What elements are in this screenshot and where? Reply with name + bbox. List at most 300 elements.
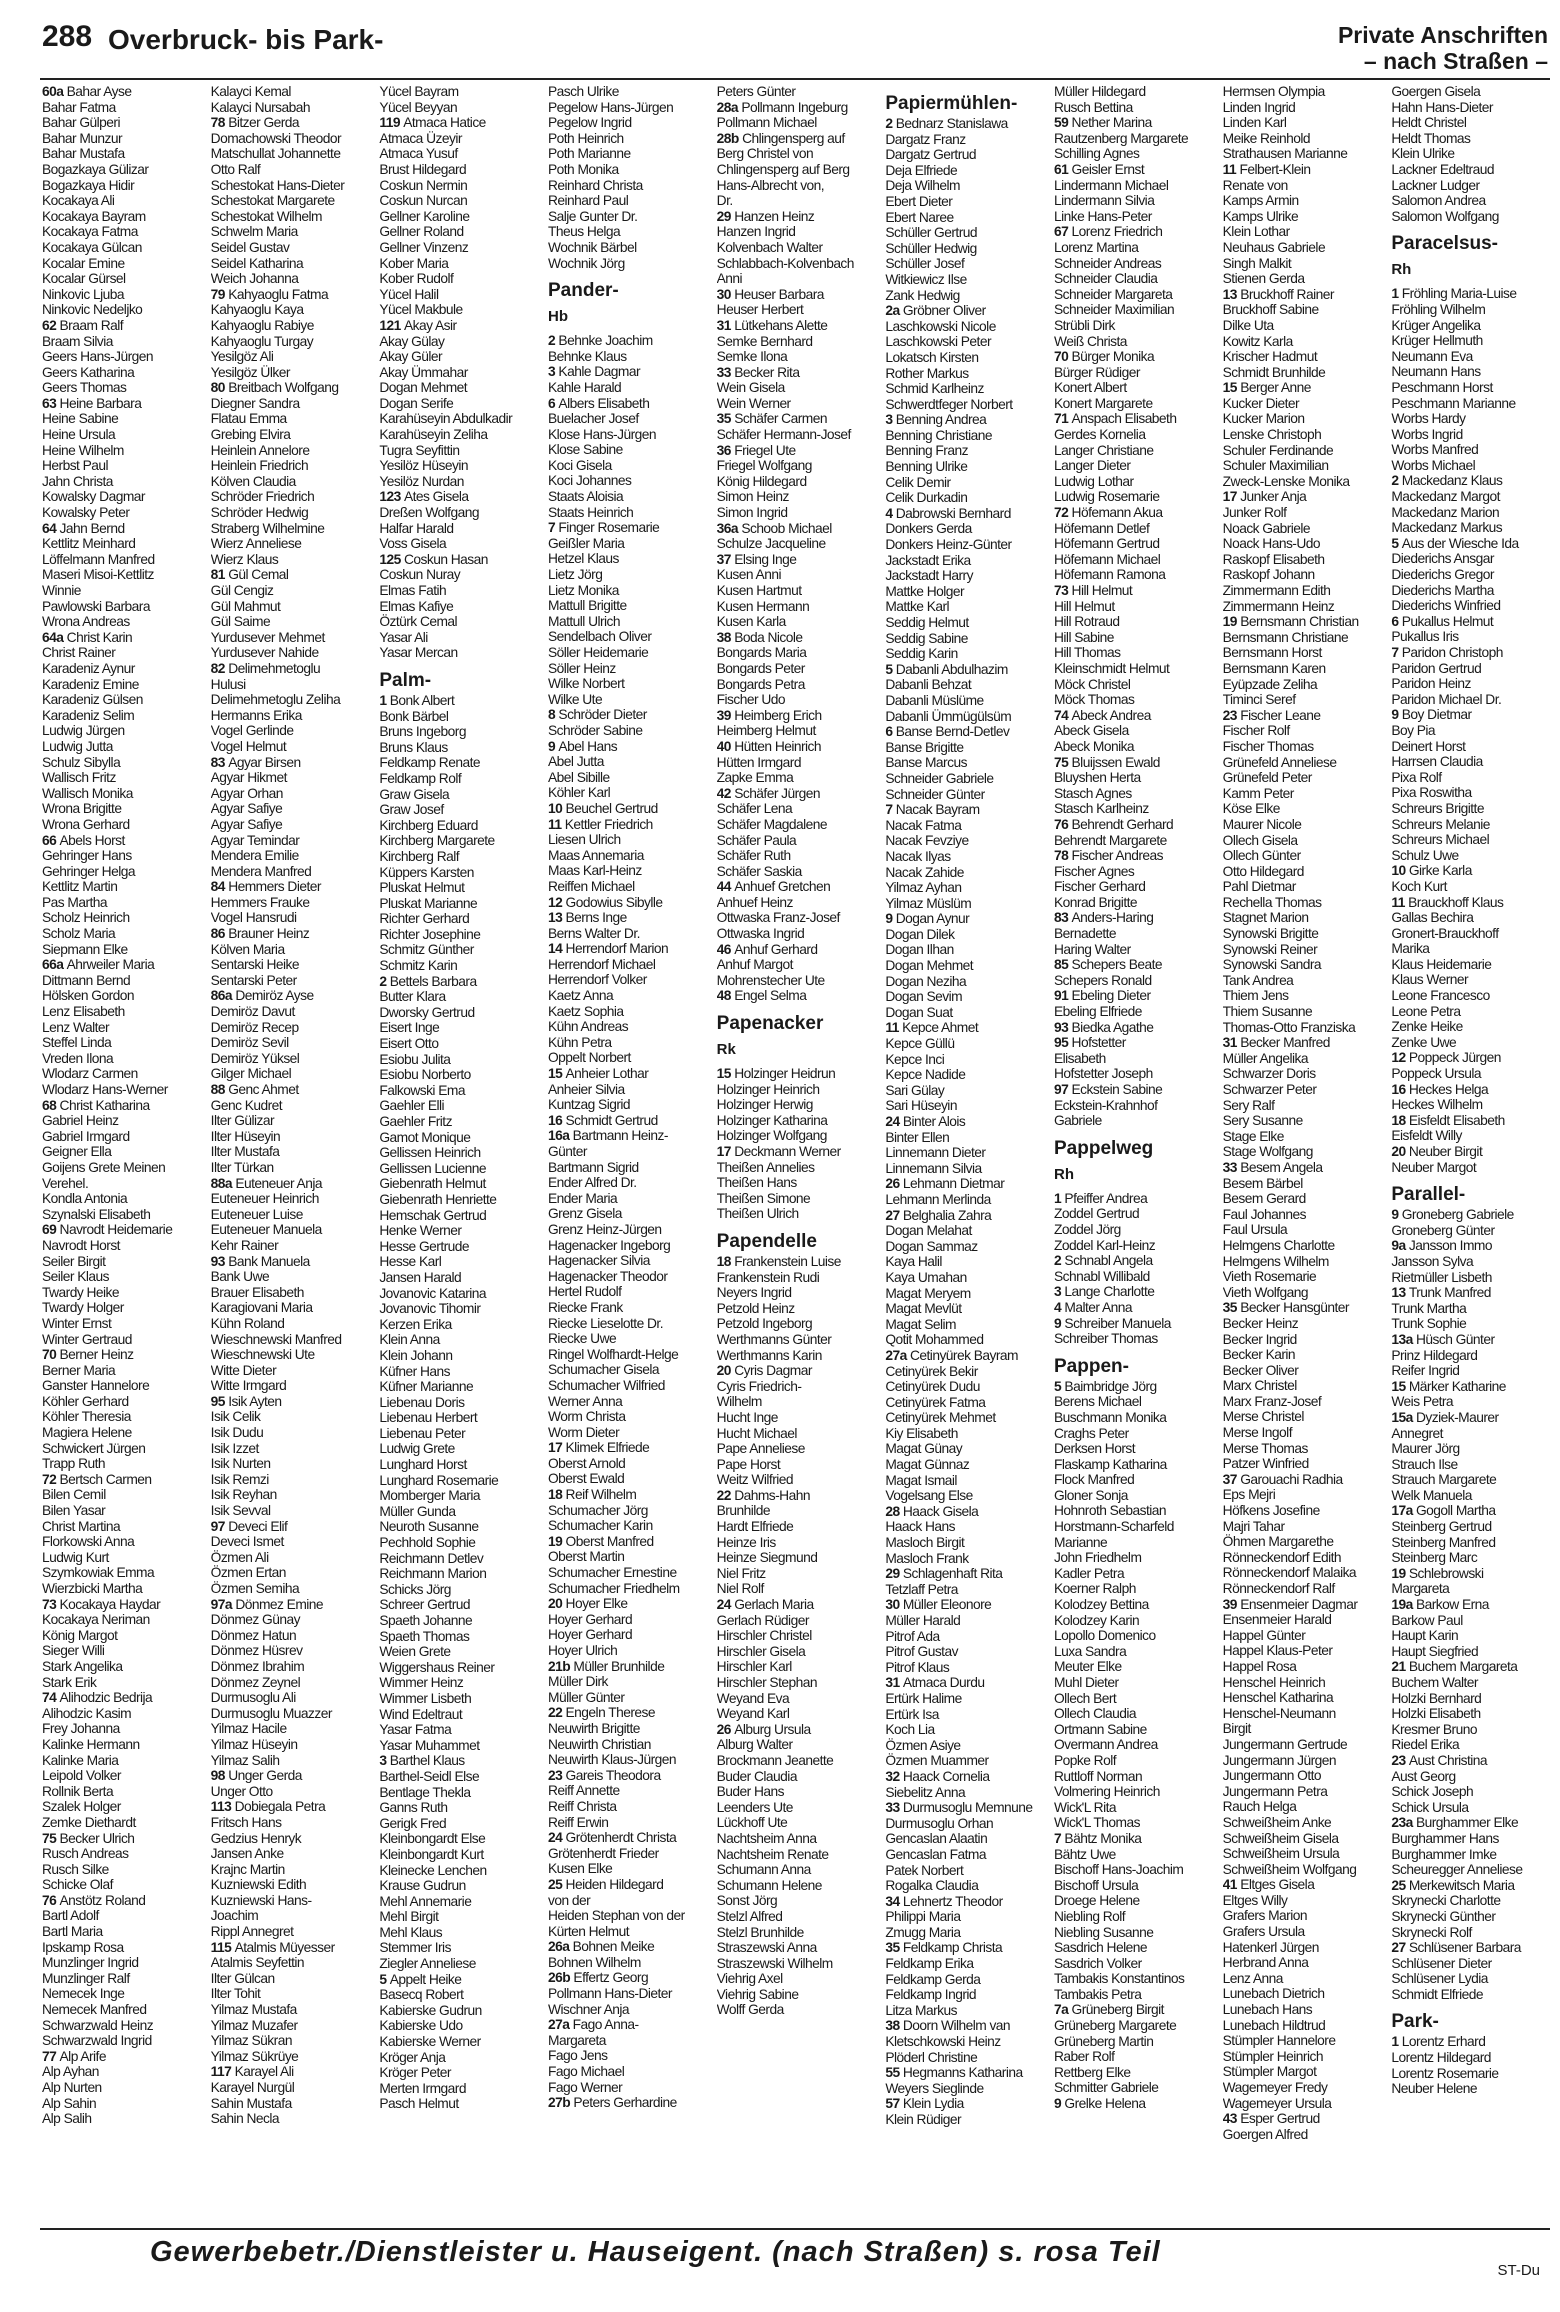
directory-entry [885, 163, 1046, 179]
house-number: 72 [42, 1471, 60, 1487]
directory-entry [379, 1005, 540, 1021]
resident-name: Dönmez Günay [210, 1612, 300, 1628]
resident-name: Kletschkowski Heinz [885, 2034, 1001, 2050]
directory-entry [717, 458, 878, 474]
resident-name: Winter Ernst [42, 1315, 112, 1331]
directory-entry [379, 193, 540, 209]
directory-entry [42, 1269, 203, 1285]
resident-name: Hütten Irmgard [716, 754, 801, 770]
resident-name: Groneberg Günter [1391, 1222, 1495, 1238]
directory-entry [717, 318, 878, 334]
resident-name: Happel Rosa [1222, 1658, 1297, 1674]
directory-entry [1054, 1940, 1215, 1956]
resident-name: Akay Güler [379, 349, 443, 365]
resident-name: Yücel Bayram [379, 84, 459, 99]
resident-name: Petzold Heinz [716, 1300, 795, 1316]
directory-entry [379, 1410, 540, 1426]
directory-entry [885, 818, 1046, 834]
directory-entry [1223, 1877, 1384, 1893]
resident-name: Benning Andrea [895, 412, 987, 428]
resident-name: Feldkamp Renate [379, 755, 480, 771]
directory-entry [885, 2034, 1046, 2050]
house-number: 4 [1054, 1299, 1065, 1315]
street-heading: Pappen- [1054, 1355, 1129, 1377]
directory-entry [1054, 692, 1215, 708]
directory-entry [717, 365, 878, 381]
resident-name: Ganster Hannelore [42, 1378, 150, 1394]
directory-entry [1223, 240, 1384, 256]
resident-name: Spaeth Thomas [379, 1628, 470, 1644]
resident-name: Stasch Karlheinz [1054, 801, 1149, 817]
resident-name: Alp Sahin [42, 2095, 97, 2111]
resident-name: Berner Maria [42, 1362, 116, 1378]
directory-entry [885, 1894, 1046, 1910]
resident-name: Alihodzic Kasim [42, 1705, 132, 1721]
resident-name: Staats Aloisia [548, 489, 624, 505]
directory-entry [1223, 1238, 1384, 1254]
directory-entry [1391, 396, 1552, 412]
resident-name: Donkers Heinz-Günter [885, 537, 1012, 553]
directory-entry [379, 1286, 540, 1302]
resident-name: Graw Gisela [379, 786, 450, 802]
directory-entry [548, 1144, 709, 1160]
directory-entry [1391, 707, 1552, 723]
resident-name: Lietz Monika [548, 582, 619, 598]
resident-name: Berns Walter Dr. [548, 925, 640, 941]
resident-name: Kolodzey Karin [1054, 1612, 1140, 1628]
resident-name: Esiobu Julita [379, 1051, 451, 1067]
directory-entry [717, 1769, 878, 1785]
directory-entry [885, 755, 1046, 771]
directory-entry [379, 318, 540, 334]
resident-name: Cetinyürek Dudu [885, 1379, 980, 1395]
resident-name: Agyar Safiye [210, 801, 283, 817]
house-number: 13a [1391, 1331, 1416, 1347]
house-number: 46 [716, 941, 735, 957]
resident-name: Sahin Mustafa [210, 2095, 292, 2111]
resident-name: Wilke Ute [548, 691, 603, 707]
directory-entry [717, 1566, 878, 1582]
resident-name: Klein Rüdiger [885, 2112, 962, 2127]
directory-entry [379, 1473, 540, 1489]
directory-entry [42, 1940, 203, 1956]
directory-entry [1054, 801, 1215, 817]
resident-name: Agyar Orhan [210, 785, 283, 801]
resident-name: Wilke Norbert [548, 676, 625, 692]
resident-name: Feldkamp Christa [902, 1940, 1003, 1956]
header-rule [40, 78, 1550, 80]
resident-name: Grötenherdt Christa [565, 1830, 677, 1846]
resident-name: Grafers Marion [1222, 1908, 1307, 1924]
resident-name: Paridon Gertrud [1391, 660, 1482, 676]
resident-name: Karadeniz Emine [42, 676, 139, 692]
resident-name: Karahüseyin Abdulkadir [379, 411, 513, 427]
directory-entry [1223, 1908, 1384, 1924]
directory-entry [885, 1831, 1046, 1847]
directory-entry [548, 1783, 709, 1799]
directory-entry [1223, 396, 1384, 412]
directory-entry [717, 599, 878, 615]
directory-entry [211, 1066, 372, 1082]
directory-entry [1391, 473, 1552, 489]
directory-entry [885, 1753, 1046, 1769]
directory-entry [1223, 349, 1384, 365]
resident-name: Hermanns Erika [210, 707, 302, 723]
house-number: 1 [1391, 286, 1402, 302]
directory-entry [548, 1425, 709, 1441]
resident-name: Elsing Inge [734, 551, 797, 567]
resident-name: Schreiber Manuela [1064, 1315, 1171, 1331]
directory-entry [548, 1238, 709, 1254]
directory-entry [717, 864, 878, 880]
directory-entry [717, 84, 878, 100]
resident-name: Wagemeyer Ursula [1222, 2095, 1332, 2111]
resident-name: Sari Hüseyin [885, 1098, 957, 1114]
directory-entry [1054, 1971, 1215, 1987]
resident-name: Schüller Gertrud [885, 225, 977, 241]
resident-name: Hemmers Frauke [210, 894, 310, 910]
resident-name: Hulusi [210, 676, 246, 692]
resident-name: Gaehler Elli [379, 1098, 445, 1114]
directory-entry [885, 256, 1046, 272]
directory-entry [717, 739, 878, 755]
directory-entry [1391, 1113, 1552, 1129]
house-number: 62 [42, 317, 60, 333]
resident-name: Buschmann Monika [1054, 1409, 1167, 1425]
resident-name: Euteneuer Heinrich [210, 1191, 319, 1207]
resident-name: Stelzl Brunhilde [716, 1924, 804, 1940]
directory-entry [1223, 2111, 1384, 2127]
directory-entry [1391, 1254, 1552, 1270]
directory-entry [548, 629, 709, 645]
directory-entry [42, 957, 203, 973]
resident-name: Qotit Mohammed [885, 1332, 984, 1348]
directory-entry [1223, 677, 1384, 693]
section-title: Private Anschriften [1337, 22, 1548, 48]
directory-entry [885, 568, 1046, 584]
directory-entry [42, 817, 203, 833]
resident-name: Banse Brigitte [885, 739, 964, 755]
directory-entry [1054, 1659, 1215, 1675]
directory-entry [1223, 1207, 1384, 1223]
directory-entry [379, 1972, 540, 1988]
directory-entry [211, 926, 372, 942]
house-number: 33 [885, 1800, 903, 1816]
resident-name: Besem Bärbel [1222, 1175, 1303, 1191]
resident-name: Sasdrich Volker [1054, 1955, 1142, 1971]
resident-name: Hill Helmut [1054, 598, 1115, 614]
directory-entry [42, 1066, 203, 1082]
resident-name: Hill Thomas [1054, 645, 1121, 661]
resident-name: Prinz Hildegard [1391, 1347, 1478, 1363]
resident-name: Demiröz Ayse [235, 988, 314, 1004]
directory-entry [885, 1707, 1046, 1723]
directory-entry [211, 1737, 372, 1753]
resident-name: Gallas Bechira [1391, 910, 1474, 926]
resident-name: Ludwig Grete [379, 1441, 455, 1457]
directory-entry [211, 739, 372, 755]
directory-entry [379, 1863, 540, 1879]
resident-name: Feldkamp Gerda [885, 1971, 981, 1987]
directory-entry [885, 1940, 1046, 1956]
directory-entry [717, 1847, 878, 1863]
directory-entry [548, 1097, 709, 1113]
resident-name: Masloch Frank [885, 1550, 969, 1566]
directory-entry [1223, 318, 1384, 334]
resident-name: Herrendorf Marion [565, 941, 669, 957]
directory-entry [211, 1394, 372, 1410]
resident-name: Weyers Sieglinde [885, 2080, 984, 2096]
directory-entry [379, 1223, 540, 1239]
directory-entry [42, 1721, 203, 1737]
resident-name: Haupt Siegfried [1391, 1643, 1479, 1659]
resident-name: Dargatz Franz [885, 131, 966, 147]
resident-name: Schreer Gertrud [379, 1597, 470, 1613]
resident-name: Semke Bernhard [716, 333, 813, 349]
directory-entry [379, 1098, 540, 1114]
directory-entry [1391, 333, 1552, 349]
resident-name: Merkewitsch Maria [1408, 1877, 1515, 1893]
directory-entry [548, 692, 709, 708]
resident-name: Schuler Ferdinande [1222, 442, 1334, 458]
house-number: 3 [379, 1753, 390, 1769]
resident-name: Werthmanns Günter [716, 1331, 832, 1347]
directory-entry [717, 1270, 878, 1286]
house-number: 12 [548, 894, 566, 910]
resident-name: Kühn Roland [210, 1315, 285, 1331]
house-number: 39 [1222, 1596, 1241, 1612]
directory-entry [211, 708, 372, 724]
resident-name: Nacak Zahide [885, 864, 964, 880]
directory-entry [885, 849, 1046, 865]
resident-name: Gamot Monique [379, 1129, 471, 1145]
resident-name: Oberst Martin [548, 1549, 625, 1565]
directory-entry [379, 1769, 540, 1785]
resident-name: Halfar Harald [379, 520, 454, 536]
directory-entry [717, 1488, 878, 1504]
directory-entry [379, 2096, 540, 2112]
resident-name: Dreßen Wolfgang [379, 505, 479, 521]
directory-entry [1054, 942, 1215, 958]
directory-entry [1223, 973, 1384, 989]
resident-name: Durmusoglu Orhan [885, 1815, 994, 1831]
resident-name: Thiem Jens [1222, 988, 1289, 1004]
directory-entry [42, 1971, 203, 1987]
directory-entry [548, 333, 709, 349]
directory-entry [1391, 1925, 1552, 1941]
resident-name: Schmidt Gertrud [565, 1112, 658, 1128]
directory-entry [1391, 1316, 1552, 1332]
resident-name: Marx Christel [1222, 1378, 1297, 1394]
resident-name: Luxa Sandra [1054, 1643, 1127, 1659]
directory-entry [211, 209, 372, 225]
resident-name: Klaus Heidemarie [1391, 956, 1492, 972]
resident-name: Müller Hildegard [1054, 84, 1146, 99]
directory-entry [885, 1286, 1046, 1302]
resident-name: Gerigk Fred [379, 1815, 447, 1831]
resident-name: Christ Rainer [42, 645, 116, 661]
resident-name: Dargatz Gertrud [885, 147, 976, 163]
directory-entry [1054, 271, 1215, 287]
directory-entry [379, 1613, 540, 1629]
directory-entry [42, 910, 203, 926]
directory-entry [1391, 1285, 1552, 1301]
resident-name: Höfemann Michael [1054, 551, 1161, 567]
directory-entry [717, 380, 878, 396]
resident-name: Niel Rolf [716, 1581, 764, 1597]
resident-name: Hofstetter [1071, 1035, 1126, 1051]
resident-name: Sonst Jörg [716, 1893, 778, 1909]
resident-name: Heldt Christel [1391, 115, 1467, 131]
directory-entry [379, 1691, 540, 1707]
resident-name: Welk Manuela [1391, 1487, 1472, 1503]
house-number: 69 [42, 1222, 60, 1238]
resident-name: Buder Hans [716, 1784, 785, 1800]
house-number: 39 [716, 707, 735, 723]
directory-entry [717, 536, 878, 552]
directory-entry [1223, 1846, 1384, 1862]
directory-entry [1391, 910, 1552, 926]
resident-name: Poth Monika [548, 161, 619, 177]
house-number: 7a [1054, 2002, 1072, 2018]
resident-name: Richter Gerhard [379, 911, 470, 927]
resident-name: Jahn Bernd [59, 520, 125, 536]
resident-name: Stasch Agnes [1054, 785, 1132, 801]
directory-entry [1391, 879, 1552, 895]
resident-name: Coskun Hasan [403, 551, 488, 567]
house-number: 70 [1054, 349, 1072, 365]
directory-entry [548, 131, 709, 147]
resident-name: Jovanovic Katarina [379, 1285, 487, 1301]
resident-name: Becker Manfred [1240, 1035, 1330, 1051]
house-number: 84 [210, 879, 229, 895]
directory-entry [379, 1909, 540, 1925]
resident-name: Braam Silvia [42, 333, 113, 349]
resident-name: Zemke Diethardt [42, 1814, 136, 1830]
directory-entry [885, 1005, 1046, 1021]
directory-entry [717, 770, 878, 786]
directory-entry [1054, 645, 1215, 661]
directory-entry [42, 677, 203, 693]
resident-name: Thiem Susanne [1222, 1004, 1313, 1020]
directory-entry [1054, 1503, 1215, 1519]
resident-name: Wierzbicki Martha [42, 1581, 143, 1596]
resident-name: Yesilöz Nurdan [379, 473, 464, 489]
resident-name: Lackner Edeltraud [1391, 161, 1494, 177]
directory-entry [1054, 349, 1215, 365]
resident-name: Sari Gülay [885, 1082, 945, 1098]
resident-name: Pahl Dietmar [1222, 879, 1296, 895]
resident-name: Reiff Christa [548, 1798, 617, 1814]
directory-entry [885, 147, 1046, 163]
directory-entry [1223, 1472, 1384, 1488]
resident-name: Klimek Elfriede [565, 1440, 650, 1456]
house-number: 16a [548, 1128, 573, 1144]
resident-name: Reifer Ingrid [1391, 1363, 1460, 1379]
directory-entry [548, 1019, 709, 1035]
resident-name: Reichmann Detlev [379, 1550, 484, 1566]
house-number: 18 [1391, 1112, 1409, 1128]
directory-entry [211, 1831, 372, 1847]
directory-entry [717, 1285, 878, 1301]
resident-name: Riedel Erika [1391, 1737, 1460, 1753]
directory-entry [548, 240, 709, 256]
directory-entry [42, 1908, 203, 1924]
resident-name: Bernsmann Karen [1222, 660, 1326, 676]
house-number: 20 [1391, 1144, 1409, 1159]
directory-entry [1391, 1519, 1552, 1535]
resident-name: Höfkens Josefine [1222, 1503, 1320, 1519]
resident-name: Ilter Gülcan [210, 1970, 275, 1986]
directory-entry [717, 708, 878, 724]
resident-name: Kleinbongardt Kurt [379, 1846, 484, 1862]
directory-entry [885, 1254, 1046, 1270]
directory-entry [885, 1270, 1046, 1286]
directory-entry [1391, 1675, 1552, 1691]
directory-entry [1223, 474, 1384, 490]
resident-name: Hill Sabine [1054, 629, 1114, 645]
resident-name: Kocalar Emine [42, 255, 125, 271]
directory-entry [885, 1847, 1046, 1863]
resident-name: Becker Hansgünter [1240, 1300, 1349, 1316]
resident-name: Lorentz Erhard [1401, 2034, 1486, 2050]
directory-entry [379, 896, 540, 912]
resident-name: Kusen Anni [716, 567, 781, 583]
resident-name: Unger Otto [210, 1783, 273, 1799]
resident-name: Skrynecki Charlotte [1391, 1893, 1501, 1909]
resident-name: Jungermann Jürgen [1222, 1752, 1337, 1768]
directory-entry [717, 1831, 878, 1847]
directory-entry [1223, 817, 1384, 833]
resident-name: Coskun Nermin [379, 177, 468, 193]
directory-entry [1223, 1004, 1384, 1020]
resident-name: Deja Wilhelm [885, 178, 960, 194]
house-number: 13 [1391, 1285, 1409, 1301]
resident-name: Engeln Therese [565, 1705, 655, 1721]
resident-name: Klein Johann [379, 1347, 453, 1363]
resident-name: Gencaslan Fatma [885, 1846, 986, 1862]
directory-entry [1223, 1503, 1384, 1519]
directory-entry [717, 1753, 878, 1769]
resident-name: Engel Selma [734, 988, 807, 1004]
resident-name: Seddig Sabine [885, 630, 968, 646]
directory-entry [1223, 786, 1384, 802]
directory-entry [211, 723, 372, 739]
house-number: 21 [1391, 1659, 1409, 1675]
resident-name: Kröger Anja [379, 2049, 446, 2065]
resident-name: Hucht Inge [716, 1409, 778, 1425]
resident-name: Ollech Claudia [1054, 1706, 1137, 1722]
resident-name: Heuser Herbert [716, 302, 804, 318]
directory-entry [1391, 567, 1552, 583]
directory-entry [1223, 1628, 1384, 1644]
resident-name: Niebling Rolf [1054, 1908, 1126, 1924]
directory-entry [379, 709, 540, 725]
directory-entry [717, 287, 878, 303]
resident-name: König Margot [42, 1627, 118, 1643]
directory-entry [211, 942, 372, 958]
directory-entry [1391, 1332, 1552, 1348]
directory-entry [379, 1940, 540, 1956]
house-number: 7 [1054, 1830, 1065, 1846]
directory-entry [1054, 1753, 1215, 1769]
resident-name: Genc Ahmet [228, 1082, 299, 1097]
directory-column [548, 84, 709, 2224]
resident-name: Herrendorf Volker [548, 972, 647, 988]
directory-entry [42, 131, 203, 147]
directory-entry [379, 505, 540, 521]
directory-entry [42, 1690, 203, 1706]
